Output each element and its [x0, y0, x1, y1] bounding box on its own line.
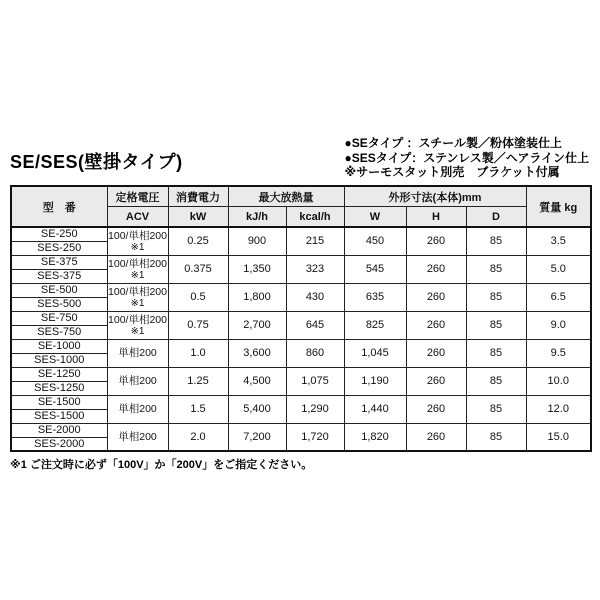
table-row — [11, 339, 591, 353]
kcalh-cell: 323 — [286, 255, 344, 283]
width-cell: 450 — [344, 227, 406, 255]
kcalh-cell: 215 — [286, 227, 344, 255]
width-cell: 1,440 — [344, 395, 406, 423]
kcalh-cell: 860 — [286, 339, 344, 367]
kcalh-cell: 1,075 — [286, 367, 344, 395]
voltage-cell: 100/単相200 ※1 — [107, 255, 168, 283]
kcalh-cell: 1,720 — [286, 423, 344, 451]
kjh-cell: 1,350 — [228, 255, 286, 283]
col-header-power: 消費電力 — [168, 186, 228, 207]
footnote: ※1 ご注文時に必ず「100V」か「200V」をご指定ください。 — [10, 459, 313, 471]
table-row — [11, 395, 591, 409]
model-cell: SES-1500 — [11, 409, 107, 423]
power-cell: 1.5 — [168, 395, 228, 423]
weight-cell: 9.5 — [526, 339, 591, 367]
depth-cell: 85 — [466, 395, 526, 423]
type-notes — [345, 136, 589, 180]
model-cell: SE-1000 — [11, 339, 107, 353]
voltage-cell: 単相200 — [107, 339, 168, 367]
col-header-kjh: kJ/h — [228, 207, 286, 228]
model-cell: SE-250 — [11, 227, 107, 241]
power-cell: 2.0 — [168, 423, 228, 451]
col-header-kw: kW — [168, 207, 228, 228]
height-cell: 260 — [406, 227, 466, 255]
model-cell: SE-750 — [11, 311, 107, 325]
kjh-cell: 7,200 — [228, 423, 286, 451]
col-header-weight: 質量 kg — [526, 186, 591, 227]
col-header-d: D — [466, 207, 526, 228]
weight-cell: 9.0 — [526, 311, 591, 339]
kcalh-cell: 430 — [286, 283, 344, 311]
note-se-type: ●SEタイプ ：スチール製／粉体塗装仕上 — [344, 136, 563, 150]
kcalh-cell: 645 — [286, 311, 344, 339]
model-cell: SE-1500 — [11, 395, 107, 409]
col-header-heat: 最大放熱量 — [228, 186, 344, 207]
height-cell: 260 — [406, 423, 466, 451]
model-cell: SE-375 — [11, 255, 107, 269]
header-row-1 — [11, 186, 591, 207]
model-cell: SES-1000 — [11, 353, 107, 367]
table-row — [11, 255, 591, 269]
weight-cell: 10.0 — [526, 367, 591, 395]
model-cell: SES-250 — [11, 241, 107, 255]
width-cell: 545 — [344, 255, 406, 283]
depth-cell: 85 — [466, 255, 526, 283]
model-cell: SES-1250 — [11, 381, 107, 395]
col-header-kcal: kcal/h — [286, 207, 344, 228]
power-cell: 0.375 — [168, 255, 228, 283]
model-cell: SE-500 — [11, 283, 107, 297]
power-cell: 1.25 — [168, 367, 228, 395]
power-cell: 1.0 — [168, 339, 228, 367]
voltage-cell: 単相200 — [107, 367, 168, 395]
model-cell: SE-1250 — [11, 367, 107, 381]
voltage-cell: 100/単相200 ※1 — [107, 311, 168, 339]
model-cell: SES-750 — [11, 325, 107, 339]
height-cell: 260 — [406, 395, 466, 423]
height-cell: 260 — [406, 367, 466, 395]
depth-cell: 85 — [466, 283, 526, 311]
power-cell: 0.5 — [168, 283, 228, 311]
width-cell: 635 — [344, 283, 406, 311]
model-cell: SES-375 — [11, 269, 107, 283]
page-title: SE/SES(壁掛タイプ) — [10, 152, 183, 172]
note-thermostat: ※サーモスタット別売 ブラケット付属 — [344, 165, 560, 179]
depth-cell: 85 — [466, 227, 526, 255]
weight-cell: 5.0 — [526, 255, 591, 283]
width-cell: 825 — [344, 311, 406, 339]
weight-cell: 15.0 — [526, 423, 591, 451]
model-cell: SES-2000 — [11, 437, 107, 451]
voltage-cell: 100/単相200 ※1 — [107, 227, 168, 255]
kcalh-cell: 1,290 — [286, 395, 344, 423]
table-row — [11, 311, 591, 325]
model-cell: SES-500 — [11, 297, 107, 311]
kjh-cell: 3,600 — [228, 339, 286, 367]
kjh-cell: 4,500 — [228, 367, 286, 395]
depth-cell: 85 — [466, 311, 526, 339]
weight-cell: 12.0 — [526, 395, 591, 423]
power-cell: 0.25 — [168, 227, 228, 255]
voltage-cell: 100/単相200 ※1 — [107, 283, 168, 311]
kjh-cell: 1,800 — [228, 283, 286, 311]
col-header-h: H — [406, 207, 466, 228]
width-cell: 1,820 — [344, 423, 406, 451]
note-ses-type: ●SESタイプ：ステンレス製／ヘアライン仕上 — [344, 150, 589, 165]
width-cell: 1,190 — [344, 367, 406, 395]
weight-cell: 3.5 — [526, 227, 591, 255]
kjh-cell: 5,400 — [228, 395, 286, 423]
voltage-cell: 単相200 — [107, 395, 168, 423]
power-cell: 0.75 — [168, 311, 228, 339]
table-row — [11, 283, 591, 297]
kjh-cell: 2,700 — [228, 311, 286, 339]
height-cell: 260 — [406, 283, 466, 311]
height-cell: 260 — [406, 255, 466, 283]
depth-cell: 85 — [466, 339, 526, 367]
col-header-model: 型 番 — [11, 186, 107, 227]
voltage-cell: 単相200 — [107, 423, 168, 451]
depth-cell: 85 — [466, 367, 526, 395]
col-header-voltage: 定格電圧 — [107, 186, 168, 207]
height-cell: 260 — [406, 311, 466, 339]
height-cell: 260 — [406, 339, 466, 367]
table-row — [11, 367, 591, 381]
table-row — [11, 423, 591, 437]
col-header-w: W — [344, 207, 406, 228]
weight-cell: 6.5 — [526, 283, 591, 311]
spec-table — [10, 185, 592, 452]
col-header-acv: ACV — [107, 207, 168, 228]
model-cell: SE-2000 — [11, 423, 107, 437]
width-cell: 1,045 — [344, 339, 406, 367]
col-header-dims: 外形寸法(本体)mm — [344, 186, 526, 207]
table-row — [11, 227, 591, 241]
kjh-cell: 900 — [228, 227, 286, 255]
depth-cell: 85 — [466, 423, 526, 451]
